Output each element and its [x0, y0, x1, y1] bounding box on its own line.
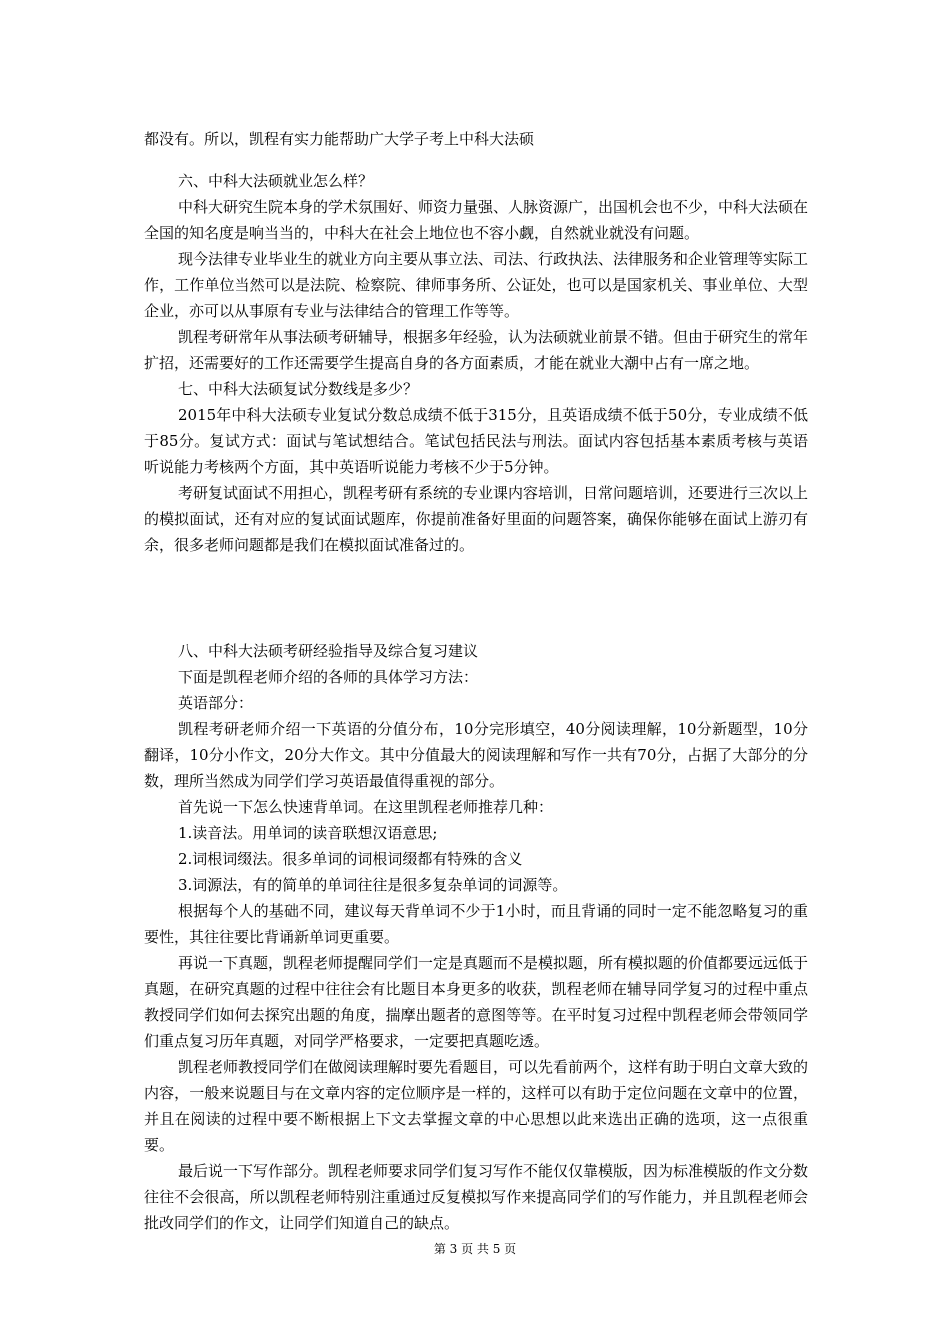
paragraph: 七、中科大法硕复试分数线是多少？: [178, 380, 419, 398]
spacer: [144, 152, 808, 168]
paragraph: 八、中科大法硕考研经验指导及综合复习建议: [178, 642, 479, 660]
section-employment-and-retest: [144, 168, 808, 558]
paragraph: 首先说一下怎么快速背单词。在这里凯程老师推荐几种：: [178, 798, 554, 816]
paragraph: 3.词源法，有的简单的单词往往是很多复杂单词的词源等。: [178, 876, 568, 894]
paragraph: 2015年中科大法硕专业复试分数总成绩不低于315分，且英语成绩不低于50分，专业成绩不低于85分。复试方式：面试与笔试想结合。笔试包括民法与刑法。面试内容包括基本素质考核与英语听说能力考核两个方面，其中英语听说能力考核不少于5分钟。: [144, 406, 808, 476]
paragraph: 根据每个人的基础不同，建议每天背单词不少于1小时，而且背诵的同时一定不能忽略复习的重要性，其往往要比背诵新单词更重要。: [144, 902, 808, 946]
paragraph: 六、中科大法硕就业怎么样？: [178, 172, 374, 190]
section-intro: [144, 126, 808, 152]
document-body: [144, 126, 808, 1236]
page-footer: 第 3 页 共 5 页: [433, 1242, 517, 1256]
paragraph: 中科大研究生院本身的学术氛围好、师资力量强、人脉资源广，出国机会也不少，中科大法硕在全国的知名度是响当当的，中科大在社会上地位也不容小觑，自然就业就没有问题。: [144, 198, 809, 242]
paragraph: 凯程考研常年从事法硕考研辅导，根据多年经验，认为法硕就业前景不错。但由于研究生的常年扩招，还需要好的工作还需要学生提高自身的各方面素质，才能在就业大潮中占有一席之地。: [144, 328, 809, 372]
paragraph: 现今法律专业毕业生的就业方向主要从事立法、司法、行政执法、法律服务和企业管理等实际工作，工作单位当然可以是法院、检察院、律师事务所、公证处，也可以是国家机关、事业单位、大型企业，亦可以从事原有专业与法律结合的管理工作等等。: [144, 250, 809, 320]
paragraph: 下面是凯程老师介绍的各师的具体学习方法：: [178, 668, 479, 686]
paragraph: 都没有。所以，凯程有实力能帮助广大学子考上中科大法硕: [144, 130, 535, 148]
paragraph: 考研复试面试不用担心，凯程考研有系统的专业课内容培训，日常问题培训，还要进行三次以上的模拟面试，还有对应的复试面试题库，你提前准备好里面的问题答案，确保你能够在面试上游刃有余，很多老师问题都是我们在模拟面试准备过的。: [144, 484, 809, 554]
paragraph: 1.读音法。用单词的读音联想汉语意思;: [178, 824, 438, 842]
paragraph: 最后说一下写作部分。凯程老师要求同学们复习写作不能仅仅靠模版，因为标准模版的作文分数往往不会很高，所以凯程老师特别注重通过反复模拟写作来提高同学们的写作能力，并且凯程老师会批改同学们的作文，让同学们知道自己的缺点。: [144, 1162, 809, 1232]
paragraph: 凯程老师教授同学们在做阅读理解时要先看题目，可以先看前两个，这样有助于明白文章大致的内容，一般来说题目与在文章内容的定位顺序是一样的，这样可以有助于定位问题在文章中的位置，并且在阅读的过程中要不断根据上下文去掌握文章的中心思想以此来选出正确的选项，这一点很重要。: [144, 1058, 809, 1154]
paragraph: 英语部分：: [178, 694, 254, 712]
paragraph: 2.词根词缀法。很多单词的词根词缀都有特殊的含义: [178, 850, 523, 868]
section-study-advice: [144, 638, 808, 1236]
paragraph: 凯程考研老师介绍一下英语的分值分布，10分完形填空，40分阅读理解，10分新题型，10分翻译，10分小作文，20分大作文。其中分值最大的阅读理解和写作一共有70分，占据了大部分的分数，理所当然成为同学们学习英语最值得重视的部分。: [144, 720, 808, 790]
paragraph: 再说一下真题，凯程老师提醒同学们一定是真题而不是模拟题，所有模拟题的价值都要远远低于真题，在研究真题的过程中往往会有比题目本身更多的收获，凯程老师在辅导同学复习的过程中重点教授同学们如何去探究出题的角度，揣摩出题者的意图等等。在平时复习过程中凯程老师会带领同学们重点复习历年真题，对同学严格要求，一定要把真题吃透。: [144, 954, 809, 1050]
spacer: [144, 558, 808, 638]
